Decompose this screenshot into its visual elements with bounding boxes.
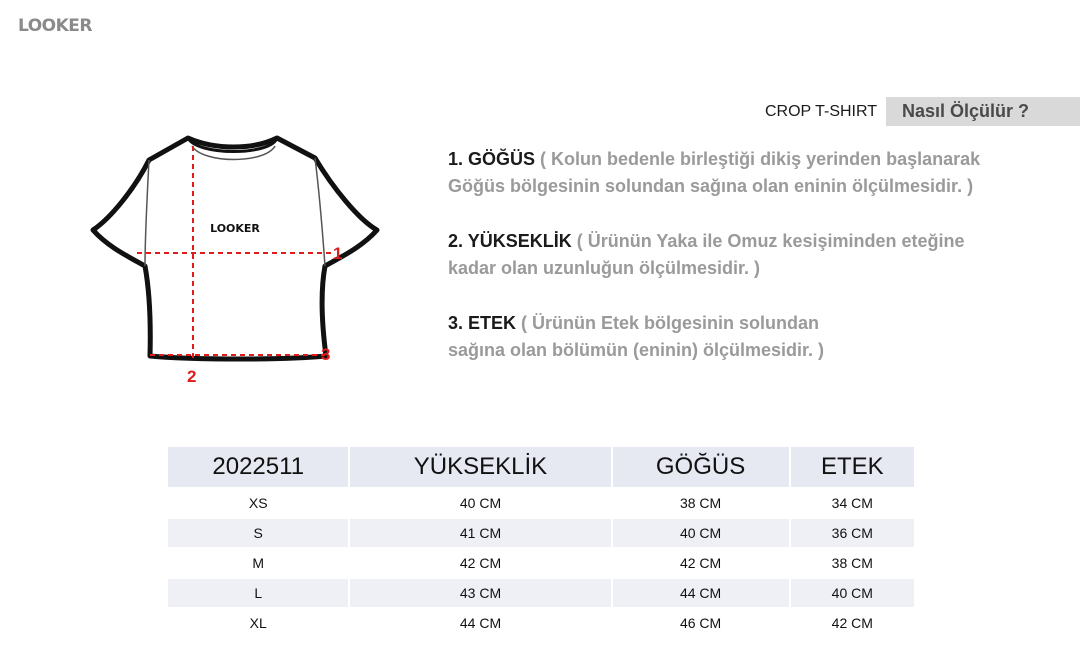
instruction-hem [448, 310, 1058, 364]
marker-hem: 3 [321, 345, 331, 364]
instruction-desc: ( Kolun bedenle birleştiği dikiş yerinden başlanarak [540, 149, 981, 169]
length-cell: 44 CM [350, 609, 612, 639]
chest-cell: 40 CM [613, 519, 791, 549]
length-cell: 42 CM [350, 549, 612, 579]
tshirt-measurement-diagram [85, 128, 385, 393]
table-header-row [168, 447, 914, 489]
table-row [168, 549, 914, 579]
table-row [168, 579, 914, 609]
instruction-desc: kadar olan uzunluğun ölçülmesidir. ) [448, 258, 761, 278]
chest-cell: 42 CM [613, 549, 791, 579]
table-row [168, 609, 914, 639]
instruction-key: 3. ETEK [448, 313, 517, 333]
instruction-key: 1. GÖĞÜS [448, 149, 536, 169]
instruction-desc: sağına olan bölümün (eninin) ölçülmesidir. ) [448, 340, 825, 360]
marker-chest: 1 [333, 244, 343, 263]
hem-cell: 38 CM [791, 549, 914, 579]
size-cell: XL [168, 609, 350, 639]
length-cell: 40 CM [350, 489, 612, 519]
header-hem: ETEK [791, 447, 914, 489]
instruction-desc: Göğüs bölgesinin solundan sağına olan eninin ölçülmesidir. ) [448, 176, 974, 196]
hem-cell: 34 CM [791, 489, 914, 519]
measure-lines [137, 146, 333, 362]
size-chart-table [168, 447, 914, 639]
tshirt-seams [145, 146, 325, 266]
size-cell: L [168, 579, 350, 609]
table-row [168, 489, 914, 519]
how-to-measure-tab: Nasıl Ölçülür ? [886, 97, 1080, 126]
header-length: YÜKSEKLİK [350, 447, 612, 489]
size-cell: S [168, 519, 350, 549]
hem-cell: 36 CM [791, 519, 914, 549]
instruction-desc: ( Ürünün Etek bölgesinin solundan [521, 313, 820, 333]
size-cell: XS [168, 489, 350, 519]
header-chest: GÖĞÜS [613, 447, 791, 489]
marker-length: 2 [187, 367, 197, 386]
length-cell: 43 CM [350, 579, 612, 609]
instruction-chest [448, 146, 1058, 200]
header-model-code: 2022511 [168, 447, 350, 489]
product-name: CROP T-SHIRT [765, 103, 878, 120]
chest-cell: 38 CM [613, 489, 791, 519]
brand-logo: LOOKER [18, 16, 93, 36]
size-cell: M [168, 549, 350, 579]
hem-cell: 40 CM [791, 579, 914, 609]
instruction-key: 2. YÜKSEKLİK [448, 231, 572, 251]
shirt-logo: LOOKER [210, 222, 260, 235]
hem-cell: 42 CM [791, 609, 914, 639]
instruction-length [448, 228, 1058, 282]
chest-cell: 44 CM [613, 579, 791, 609]
length-cell: 41 CM [350, 519, 612, 549]
instruction-desc: ( Ürünün Yaka ile Omuz kesişiminden eteğine [576, 231, 965, 251]
measurement-instructions [448, 146, 1058, 392]
table-row [168, 519, 914, 549]
chest-cell: 46 CM [613, 609, 791, 639]
